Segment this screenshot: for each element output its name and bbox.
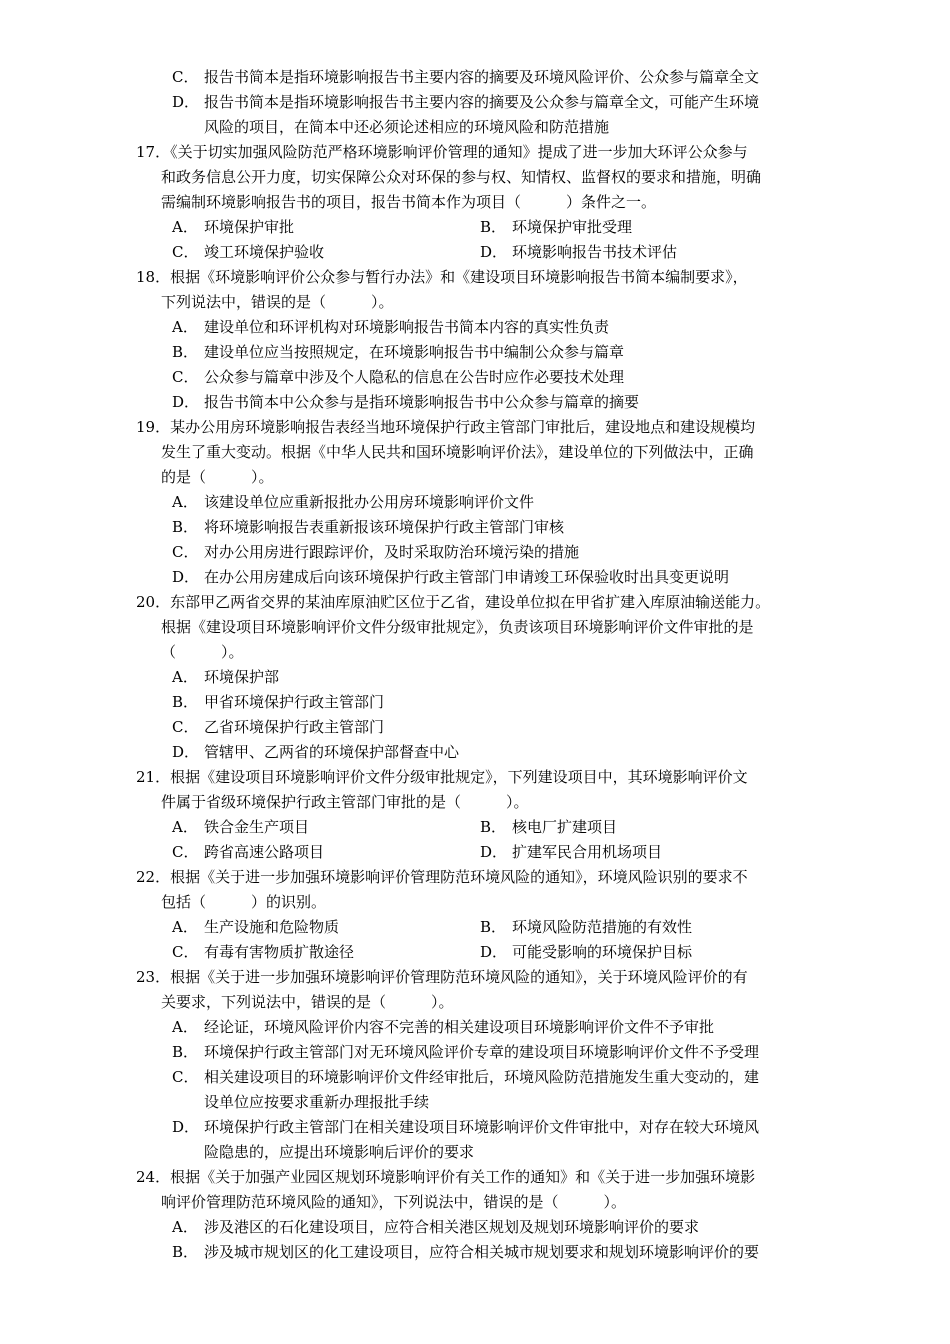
q22-option-a: A． 生产设施和危险物质 [172, 918, 340, 936]
q21-option-b: B． 核电厂扩建项目 [480, 818, 618, 836]
q17-stem-cont: 和政务信息公开力度，切实保障公众对环保的参与权、知情权、监督权的要求和措施，明确 [161, 168, 762, 186]
q20-option-a: A． 环境保护部 [172, 668, 280, 686]
q22-stem: 22．根据《关于进一步加强环境影响评价管理防范环境风险的通知》，环境风险识别的要求不 [136, 868, 748, 886]
q22-option-b: B． 环境风险防范措施的有效性 [480, 918, 693, 936]
q20-stem-cont: 根据《建设项目环境影响评价文件分级审批规定》，负责该项目环境影响评价文件审批的是 [161, 618, 754, 636]
q19-stem: 19．某办公用房环境影响报告表经当地环境保护行政主管部门审批后，建设地点和建设规模均 [136, 418, 756, 436]
q24-option-a: A． 涉及港区的石化建设项目，应符合相关港区规划及规划环境影响评价的要求 [172, 1218, 700, 1236]
q21-stem: 21．根据《建设项目环境影响评价文件分级审批规定》，下列建设项目中，其环境影响评价文 [136, 768, 748, 786]
q17-option-b: B． 环境保护审批受理 [480, 218, 633, 236]
q18-stem-cont: 下列说法中，错误的是（ ）。 [161, 293, 394, 311]
q21-option-d: D． 扩建军民合用机场项目 [480, 843, 663, 861]
q17-option-c: C． 竣工环境保护验收 [172, 243, 325, 261]
q20-option-d: D． 管辖甲、乙两省的环境保护部督查中心 [172, 743, 460, 761]
q17-stem-cont: 需编制环境影响报告书的项目，报告书简本作为项目（ ）条件之一。 [161, 193, 657, 211]
q16-option-d-cont: 风险的项目，在简本中还必须论述相应的环境风险和防范措施 [204, 118, 610, 136]
q24-stem-cont: 响评价管理防范环境风险的通知》，下列说法中，错误的是（ ）。 [161, 1193, 627, 1211]
q23-option-b: B． 环境保护行政主管部门对无环境风险评价专章的建设项目环境影响评价文件不予受理 [172, 1043, 760, 1061]
q18-stem: 18．根据《环境影响评价公众参与暂行办法》和《建设项目环境影响报告书简本编制要求》， [136, 268, 748, 286]
q20-option-c: C． 乙省环境保护行政主管部门 [172, 718, 385, 736]
q22-option-c: C． 有毒有害物质扩散途径 [172, 943, 355, 961]
q17-option-d: D． 环境影响报告书技术评估 [480, 243, 678, 261]
q19-stem-cont: 发生了重大变动。根据《中华人民共和国环境影响评价法》，建设单位的下列做法中，正确 [161, 443, 754, 461]
q23-option-d: D． 环境保护行政主管部门在相关建设项目环境影响评价文件审批中，对存在较大环境风 [172, 1118, 760, 1136]
q23-option-c-cont: 设单位应按要求重新办理报批手续 [204, 1093, 430, 1111]
q18-option-d: D． 报告书简本中公众参与是指环境影响报告书中公众参与篇章的摘要 [172, 393, 640, 411]
q19-option-d: D． 在办公用房建成后向该环境保护行政主管部门申请竣工环保验收时出具变更说明 [172, 568, 730, 586]
q18-option-c: C． 公众参与篇章中涉及个人隐私的信息在公告时应作必要技术处理 [172, 368, 625, 386]
q23-option-a: A． 经论证，环境风险评价内容不完善的相关建设项目环境影响评价文件不予审批 [172, 1018, 715, 1036]
q16-option-d: D． 报告书简本是指环境影响报告书主要内容的摘要及公众参与篇章全文，可能产生环境 [172, 93, 760, 111]
q18-option-b: B． 建设单位应当按照规定，在环境影响报告书中编制公众参与篇章 [172, 343, 625, 361]
q20-stem-cont: （ ）。 [161, 643, 244, 661]
q19-stem-cont: 的是（ ）。 [161, 468, 274, 486]
q22-stem-cont: 包括（ ）的识别。 [161, 893, 327, 911]
q19-option-a: A． 该建设单位应重新报批办公用房环境影响评价文件 [172, 493, 535, 511]
q17-stem: 17．《关于切实加强风险防范严格环境影响评价管理的通知》提成了进一步加大环评公众参与 [136, 143, 748, 161]
q20-option-b: B． 甲省环境保护行政主管部门 [172, 693, 385, 711]
q21-stem-cont: 件属于省级环境保护行政主管部门审批的是（ ）。 [161, 793, 529, 811]
q23-stem: 23．根据《关于进一步加强环境影响评价管理防范环境风险的通知》，关于环境风险评价的有 [136, 968, 748, 986]
q22-option-d: D． 可能受影响的环境保护目标 [480, 943, 693, 961]
q21-option-c: C． 跨省高速公路项目 [172, 843, 325, 861]
q20-stem: 20．东部甲乙两省交界的某油库原油贮区位于乙省，建设单位拟在甲省扩建入库原油输送能力。 [136, 593, 771, 611]
q23-stem-cont: 关要求，下列说法中，错误的是（ ）。 [161, 993, 454, 1011]
q19-option-c: C． 对办公用房进行跟踪评价，及时采取防治环境污染的措施 [172, 543, 580, 561]
q18-option-a: A． 建设单位和环评机构对环境影响报告书简本内容的真实性负责 [172, 318, 610, 336]
q16-option-c: C． 报告书简本是指环境影响报告书主要内容的摘要及环境风险评价、公众参与篇章全文 [172, 68, 760, 86]
q24-stem: 24．根据《关于加强产业园区规划环境影响评价有关工作的通知》和《关于进一步加强环境影 [136, 1168, 756, 1186]
q19-option-b: B． 将环境影响报告表重新报该环境保护行政主管部门审核 [172, 518, 565, 536]
q24-option-b: B． 涉及城市规划区的化工建设项目，应符合相关城市规划要求和规划环境影响评价的要 [172, 1243, 760, 1261]
q17-option-a: A． 环境保护审批 [172, 218, 295, 236]
q23-option-d-cont: 险隐患的，应提出环境影响后评价的要求 [204, 1143, 475, 1161]
q23-option-c: C． 相关建设项目的环境影响评价文件经审批后，环境风险防范措施发生重大变动的，建 [172, 1068, 760, 1086]
q21-option-a: A． 铁合金生产项目 [172, 818, 310, 836]
